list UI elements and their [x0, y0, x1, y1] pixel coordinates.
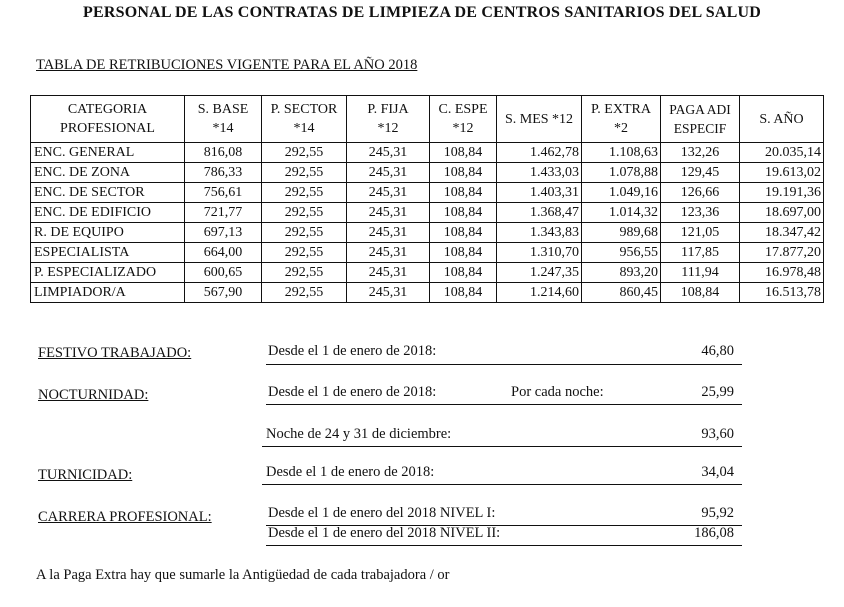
cell-p-fija: 245,31 — [347, 263, 430, 283]
noche-especial-desc: Noche de 24 y 31 de diciembre: — [266, 426, 452, 442]
cell-p-extra: 989,68 — [582, 223, 661, 243]
carrera-underline-2 — [266, 545, 742, 546]
nocturnidad-value: 25,99 — [701, 384, 734, 400]
cell-s-mes: 1.343,83 — [497, 223, 582, 243]
col-header-s-ano: S. AÑO — [740, 96, 824, 143]
cell-s-ano: 19.613,02 — [740, 163, 824, 183]
table-row — [31, 143, 824, 163]
cell-p-extra: 893,20 — [582, 263, 661, 283]
cell-categoria: ENC. DE SECTOR — [31, 183, 185, 203]
cell-categoria: R. DE EQUIPO — [31, 223, 185, 243]
cell-s-ano: 16.978,48 — [740, 263, 824, 283]
carrera-nivel1-desc: Desde el 1 de enero del 2018 NIVEL I: — [268, 505, 496, 521]
cell-categoria: ENC. DE ZONA — [31, 163, 185, 183]
cell-p-extra: 1.014,32 — [582, 203, 661, 223]
cell-p-fija: 245,31 — [347, 223, 430, 243]
cell-p-fija: 245,31 — [347, 203, 430, 223]
cell-paga-adi: 132,26 — [661, 143, 740, 163]
cell-c-espe: 108,84 — [430, 203, 497, 223]
festivo-label: FESTIVO TRABAJADO: — [38, 345, 192, 361]
cell-p-extra: 1.049,16 — [582, 183, 661, 203]
festivo-underline — [266, 364, 742, 365]
col-header-s-mes: S. MES *12 — [497, 96, 582, 143]
cell-p-sector: 292,55 — [262, 243, 347, 263]
cell-p-sector: 292,55 — [262, 223, 347, 243]
cell-p-fija: 245,31 — [347, 283, 430, 303]
cell-c-espe: 108,84 — [430, 223, 497, 243]
cell-s-ano: 19.191,36 — [740, 183, 824, 203]
cell-s-mes: 1.368,47 — [497, 203, 582, 223]
cell-s-mes: 1.403,31 — [497, 183, 582, 203]
carrera-nivel2-value: 186,08 — [694, 525, 734, 541]
cell-p-extra: 1.078,88 — [582, 163, 661, 183]
col-header-p-fija: P. FIJA *12 — [347, 96, 430, 143]
cell-p-sector: 292,55 — [262, 263, 347, 283]
cell-paga-adi: 108,84 — [661, 283, 740, 303]
cell-s-base: 664,00 — [185, 243, 262, 263]
col-header-p-sector: P. SECTOR *14 — [262, 96, 347, 143]
cell-p-sector: 292,55 — [262, 203, 347, 223]
table-row — [31, 243, 824, 263]
cell-s-base: 756,61 — [185, 183, 262, 203]
table-row — [31, 263, 824, 283]
cell-c-espe: 108,84 — [430, 243, 497, 263]
cell-s-base: 600,65 — [185, 263, 262, 283]
turnicidad-label: TURNICIDAD: — [38, 467, 133, 483]
cell-s-base: 721,77 — [185, 203, 262, 223]
col-header-s-base: S. BASE *14 — [185, 96, 262, 143]
cell-s-ano: 17.877,20 — [740, 243, 824, 263]
noche-especial-underline — [262, 446, 742, 447]
festivo-desc: Desde el 1 de enero de 2018: — [268, 343, 437, 359]
cell-categoria: LIMPIADOR/A — [31, 283, 185, 303]
cell-p-sector: 292,55 — [262, 183, 347, 203]
noche-especial-value: 93,60 — [701, 426, 734, 442]
cell-p-extra: 860,45 — [582, 283, 661, 303]
cell-s-base: 697,13 — [185, 223, 262, 243]
festivo-value: 46,80 — [701, 343, 734, 359]
table-header-row — [31, 96, 824, 143]
cell-categoria: ENC. GENERAL — [31, 143, 185, 163]
cell-s-ano: 18.347,42 — [740, 223, 824, 243]
cell-p-sector: 292,55 — [262, 163, 347, 183]
nocturnidad-desc: Desde el 1 de enero de 2018: — [268, 384, 437, 400]
turnicidad-value: 34,04 — [701, 464, 734, 480]
col-header-paga-adi: PAGA ADI ESPECIF — [661, 96, 740, 143]
cell-c-espe: 108,84 — [430, 263, 497, 283]
cell-c-espe: 108,84 — [430, 143, 497, 163]
cell-c-espe: 108,84 — [430, 283, 497, 303]
cell-s-mes: 1.433,03 — [497, 163, 582, 183]
cell-paga-adi: 126,66 — [661, 183, 740, 203]
cell-s-ano: 16.513,78 — [740, 283, 824, 303]
cell-s-mes: 1.247,35 — [497, 263, 582, 283]
cell-s-base: 816,08 — [185, 143, 262, 163]
cell-s-mes: 1.310,70 — [497, 243, 582, 263]
cell-p-fija: 245,31 — [347, 163, 430, 183]
cell-p-fija: 245,31 — [347, 183, 430, 203]
cell-p-extra: 956,55 — [582, 243, 661, 263]
cell-s-ano: 20.035,14 — [740, 143, 824, 163]
nocturnidad-label: NOCTURNIDAD: — [38, 387, 149, 403]
page-title: PERSONAL DE LAS CONTRATAS DE LIMPIEZA DE CENTROS SANITARIOS DEL SALUD — [83, 4, 761, 21]
table-row — [31, 163, 824, 183]
salary-table — [30, 95, 824, 303]
turnicidad-desc: Desde el 1 de enero de 2018: — [266, 464, 435, 480]
carrera-nivel1-value: 95,92 — [701, 505, 734, 521]
cell-s-ano: 18.697,00 — [740, 203, 824, 223]
cell-categoria: ESPECIALISTA — [31, 243, 185, 263]
cell-c-espe: 108,84 — [430, 183, 497, 203]
cell-p-fija: 245,31 — [347, 143, 430, 163]
cell-s-mes: 1.462,78 — [497, 143, 582, 163]
cell-categoria: ENC. DE EDIFICIO — [31, 203, 185, 223]
table-row — [31, 223, 824, 243]
cell-paga-adi: 117,85 — [661, 243, 740, 263]
cell-s-base: 567,90 — [185, 283, 262, 303]
cell-s-base: 786,33 — [185, 163, 262, 183]
cell-s-mes: 1.214,60 — [497, 283, 582, 303]
table-row — [31, 203, 824, 223]
cell-paga-adi: 121,05 — [661, 223, 740, 243]
cell-p-sector: 292,55 — [262, 283, 347, 303]
table-row — [31, 283, 824, 303]
carrera-label: CARRERA PROFESIONAL: — [38, 509, 212, 525]
col-header-categoria: CATEGORIA PROFESIONAL — [31, 96, 185, 143]
table-subtitle: TABLA DE RETRIBUCIONES VIGENTE PARA EL AÑO 2018 — [36, 57, 418, 73]
cell-paga-adi: 111,94 — [661, 263, 740, 283]
cell-p-extra: 1.108,63 — [582, 143, 661, 163]
cell-categoria: P. ESPECIALIZADO — [31, 263, 185, 283]
col-header-p-extra: P. EXTRA *2 — [582, 96, 661, 143]
table-row — [31, 183, 824, 203]
nocturnidad-per-night: Por cada noche: — [511, 384, 604, 400]
turnicidad-underline — [262, 484, 742, 485]
cell-p-fija: 245,31 — [347, 243, 430, 263]
cell-paga-adi: 123,36 — [661, 203, 740, 223]
footnote: A la Paga Extra hay que sumarle la Antigüedad de cada trabajadora / or — [36, 567, 450, 583]
nocturnidad-underline — [266, 404, 742, 405]
carrera-nivel2-desc: Desde el 1 de enero del 2018 NIVEL II: — [268, 525, 501, 541]
cell-c-espe: 108,84 — [430, 163, 497, 183]
col-header-c-espe: C. ESPE *12 — [430, 96, 497, 143]
cell-p-sector: 292,55 — [262, 143, 347, 163]
cell-paga-adi: 129,45 — [661, 163, 740, 183]
